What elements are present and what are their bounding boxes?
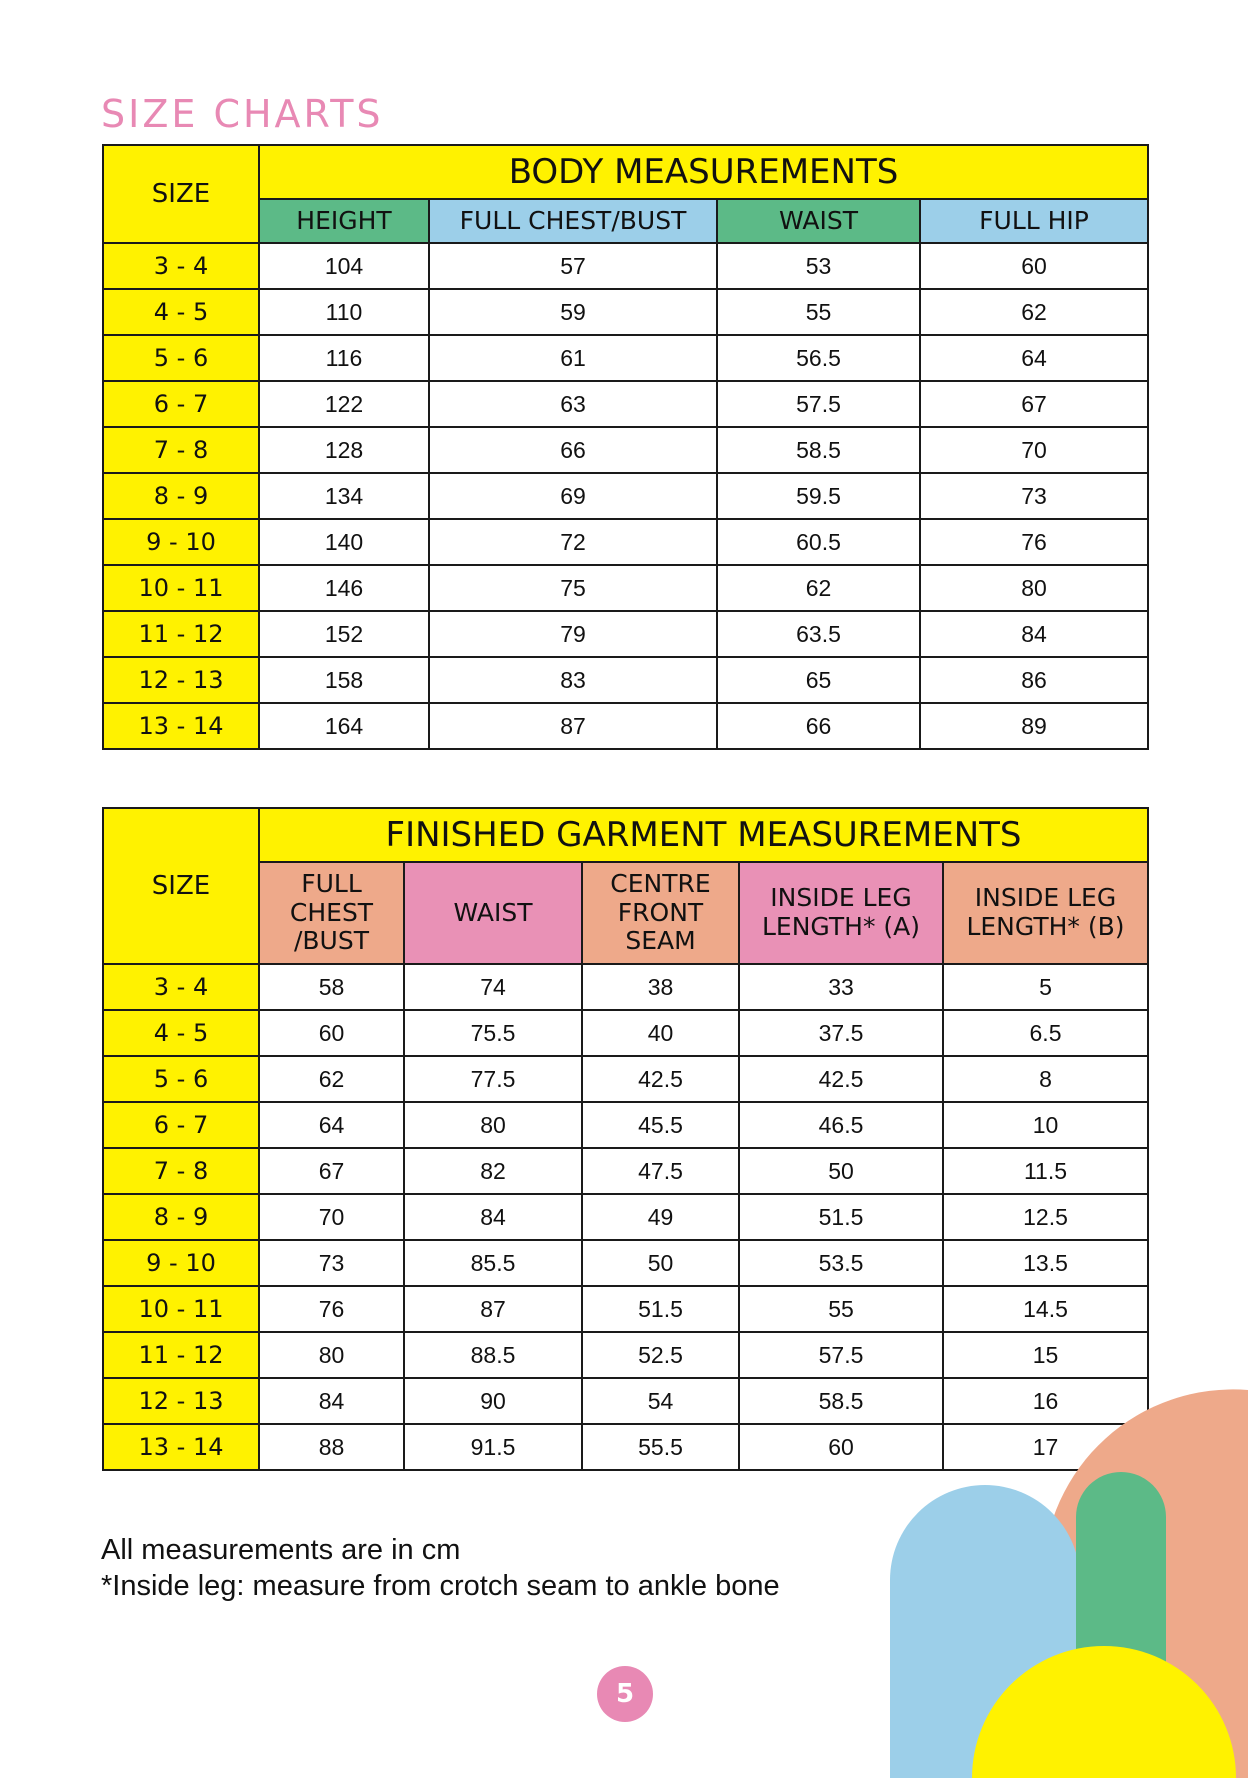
size-cell: 9 - 10 [103,1240,259,1286]
value-cell: 49 [582,1194,739,1240]
value-cell: 16 [943,1378,1148,1424]
value-cell: 73 [920,473,1148,519]
value-cell: 83 [429,657,717,703]
decorative-shapes [880,1380,1248,1778]
value-cell: 5 [943,964,1148,1010]
value-cell: 56.5 [717,335,920,381]
column-header-full-hip: FULL HIP [920,199,1148,243]
value-cell: 51.5 [739,1194,943,1240]
value-cell: 110 [259,289,429,335]
value-cell: 128 [259,427,429,473]
table-row [103,473,1148,519]
value-cell: 72 [429,519,717,565]
size-header: SIZE [103,808,259,964]
body-measurements-table [102,144,1149,750]
value-cell: 73 [259,1240,404,1286]
value-cell: 57 [429,243,717,289]
column-header-full-chest-bust [259,862,404,964]
value-cell: 61 [429,335,717,381]
value-cell: 58.5 [717,427,920,473]
table-row [103,1148,1148,1194]
table-row [103,657,1148,703]
page-number: 5 [597,1666,653,1722]
value-cell: 87 [429,703,717,749]
value-cell: 63 [429,381,717,427]
size-header: SIZE [103,145,259,243]
value-cell: 10 [943,1102,1148,1148]
value-cell: 60 [920,243,1148,289]
value-cell: 14.5 [943,1286,1148,1332]
table-row [103,1286,1148,1332]
value-cell: 33 [739,964,943,1010]
value-cell: 59.5 [717,473,920,519]
value-cell: 158 [259,657,429,703]
value-cell: 13.5 [943,1240,1148,1286]
value-cell: 80 [920,565,1148,611]
size-cell: 11 - 12 [103,1332,259,1378]
size-cell: 10 - 11 [103,565,259,611]
value-cell: 58.5 [739,1378,943,1424]
size-cell: 7 - 8 [103,427,259,473]
header-line: SEAM [625,926,696,956]
value-cell: 42.5 [739,1056,943,1102]
value-cell: 134 [259,473,429,519]
value-cell: 88 [259,1424,404,1470]
value-cell: 88.5 [404,1332,582,1378]
header-line: CENTRE [610,868,711,898]
column-header-waist [404,862,582,964]
value-cell: 122 [259,381,429,427]
value-cell: 90 [404,1378,582,1424]
header-line: FRONT [617,897,704,927]
value-cell: 164 [259,703,429,749]
table-row [103,289,1148,335]
value-cell: 116 [259,335,429,381]
value-cell: 152 [259,611,429,657]
header-line: INSIDE LEG [770,883,912,913]
size-cell: 3 - 4 [103,243,259,289]
column-header-full-chest-bust: FULL CHEST/BUST [429,199,717,243]
table-row [103,703,1148,749]
value-cell: 55 [717,289,920,335]
value-cell: 67 [920,381,1148,427]
size-cell: 9 - 10 [103,519,259,565]
value-cell: 51.5 [582,1286,739,1332]
table-row [103,1102,1148,1148]
header-line: WAIST [453,897,533,927]
value-cell: 80 [259,1332,404,1378]
value-cell: 70 [920,427,1148,473]
value-cell: 60 [259,1010,404,1056]
column-header-centre-front-seam [582,862,739,964]
value-cell: 55.5 [582,1424,739,1470]
column-header-inside-leg-a [739,862,943,964]
value-cell: 45.5 [582,1102,739,1148]
header-line: /BUST [293,926,369,956]
size-cell: 3 - 4 [103,964,259,1010]
size-cell: 10 - 11 [103,1286,259,1332]
value-cell: 50 [582,1240,739,1286]
size-cell: 11 - 12 [103,611,259,657]
value-cell: 40 [582,1010,739,1056]
value-cell: 57.5 [739,1332,943,1378]
value-cell: 66 [717,703,920,749]
value-cell: 74 [404,964,582,1010]
value-cell: 8 [943,1056,1148,1102]
value-cell: 46.5 [739,1102,943,1148]
table-title: BODY MEASUREMENTS [259,145,1148,199]
value-cell: 86 [920,657,1148,703]
value-cell: 60 [739,1424,943,1470]
value-cell: 85.5 [404,1240,582,1286]
column-header-height: HEIGHT [259,199,429,243]
value-cell: 58 [259,964,404,1010]
inside-leg-note: *Inside leg: measure from crotch seam to ankle bone [101,1570,780,1602]
value-cell: 84 [920,611,1148,657]
header-line: INSIDE LEG [974,883,1117,913]
value-cell: 77.5 [404,1056,582,1102]
size-cell: 5 - 6 [103,1056,259,1102]
page-title: SIZE CHARTS [101,92,384,136]
value-cell: 17 [943,1424,1148,1470]
size-cell: 13 - 14 [103,703,259,749]
column-header-inside-leg-b [943,862,1148,964]
table-row [103,611,1148,657]
table-row [103,964,1148,1010]
value-cell: 104 [259,243,429,289]
value-cell: 54 [582,1378,739,1424]
value-cell: 55 [739,1286,943,1332]
value-cell: 62 [920,289,1148,335]
header-line: LENGTH* (A) [761,912,921,941]
size-cell: 6 - 7 [103,1102,259,1148]
size-cell: 12 - 13 [103,657,259,703]
value-cell: 62 [717,565,920,611]
value-cell: 146 [259,565,429,611]
size-cell: 8 - 9 [103,1194,259,1240]
value-cell: 38 [582,964,739,1010]
header-line: FULL [301,868,362,898]
size-cell: 4 - 5 [103,1010,259,1056]
value-cell: 64 [920,335,1148,381]
value-cell: 52.5 [582,1332,739,1378]
table-row [103,565,1148,611]
table-title: FINISHED GARMENT MEASUREMENTS [259,808,1148,862]
table-row [103,1332,1148,1378]
size-cell: 7 - 8 [103,1148,259,1194]
value-cell: 75.5 [404,1010,582,1056]
size-cell: 4 - 5 [103,289,259,335]
table-row [103,335,1148,381]
value-cell: 87 [404,1286,582,1332]
value-cell: 60.5 [717,519,920,565]
value-cell: 37.5 [739,1010,943,1056]
value-cell: 15 [943,1332,1148,1378]
table-row [103,1240,1148,1286]
value-cell: 12.5 [943,1194,1148,1240]
value-cell: 57.5 [717,381,920,427]
value-cell: 62 [259,1056,404,1102]
value-cell: 65 [717,657,920,703]
table-row [103,1010,1148,1056]
value-cell: 42.5 [582,1056,739,1102]
value-cell: 59 [429,289,717,335]
value-cell: 80 [404,1102,582,1148]
value-cell: 47.5 [582,1148,739,1194]
value-cell: 140 [259,519,429,565]
column-header-waist: WAIST [717,199,920,243]
size-cell: 8 - 9 [103,473,259,519]
value-cell: 84 [259,1378,404,1424]
size-cell: 6 - 7 [103,381,259,427]
value-cell: 50 [739,1148,943,1194]
value-cell: 64 [259,1102,404,1148]
header-line: CHEST [289,897,374,927]
size-cell: 12 - 13 [103,1378,259,1424]
units-note: All measurements are in cm [101,1534,461,1566]
table-row [103,427,1148,473]
value-cell: 70 [259,1194,404,1240]
value-cell: 84 [404,1194,582,1240]
value-cell: 75 [429,565,717,611]
value-cell: 76 [920,519,1148,565]
value-cell: 67 [259,1148,404,1194]
table-row [103,519,1148,565]
header-line: LENGTH* (B) [966,912,1125,941]
value-cell: 91.5 [404,1424,582,1470]
value-cell: 89 [920,703,1148,749]
value-cell: 6.5 [943,1010,1148,1056]
value-cell: 76 [259,1286,404,1332]
table-row [103,381,1148,427]
size-cell: 5 - 6 [103,335,259,381]
table-row [103,1194,1148,1240]
garment-measurements-table [102,807,1149,1471]
size-cell: 13 - 14 [103,1424,259,1470]
value-cell: 69 [429,473,717,519]
value-cell: 53.5 [739,1240,943,1286]
value-cell: 82 [404,1148,582,1194]
value-cell: 11.5 [943,1148,1148,1194]
value-cell: 79 [429,611,717,657]
table-row [103,1056,1148,1102]
table-row [103,243,1148,289]
value-cell: 66 [429,427,717,473]
value-cell: 63.5 [717,611,920,657]
value-cell: 53 [717,243,920,289]
